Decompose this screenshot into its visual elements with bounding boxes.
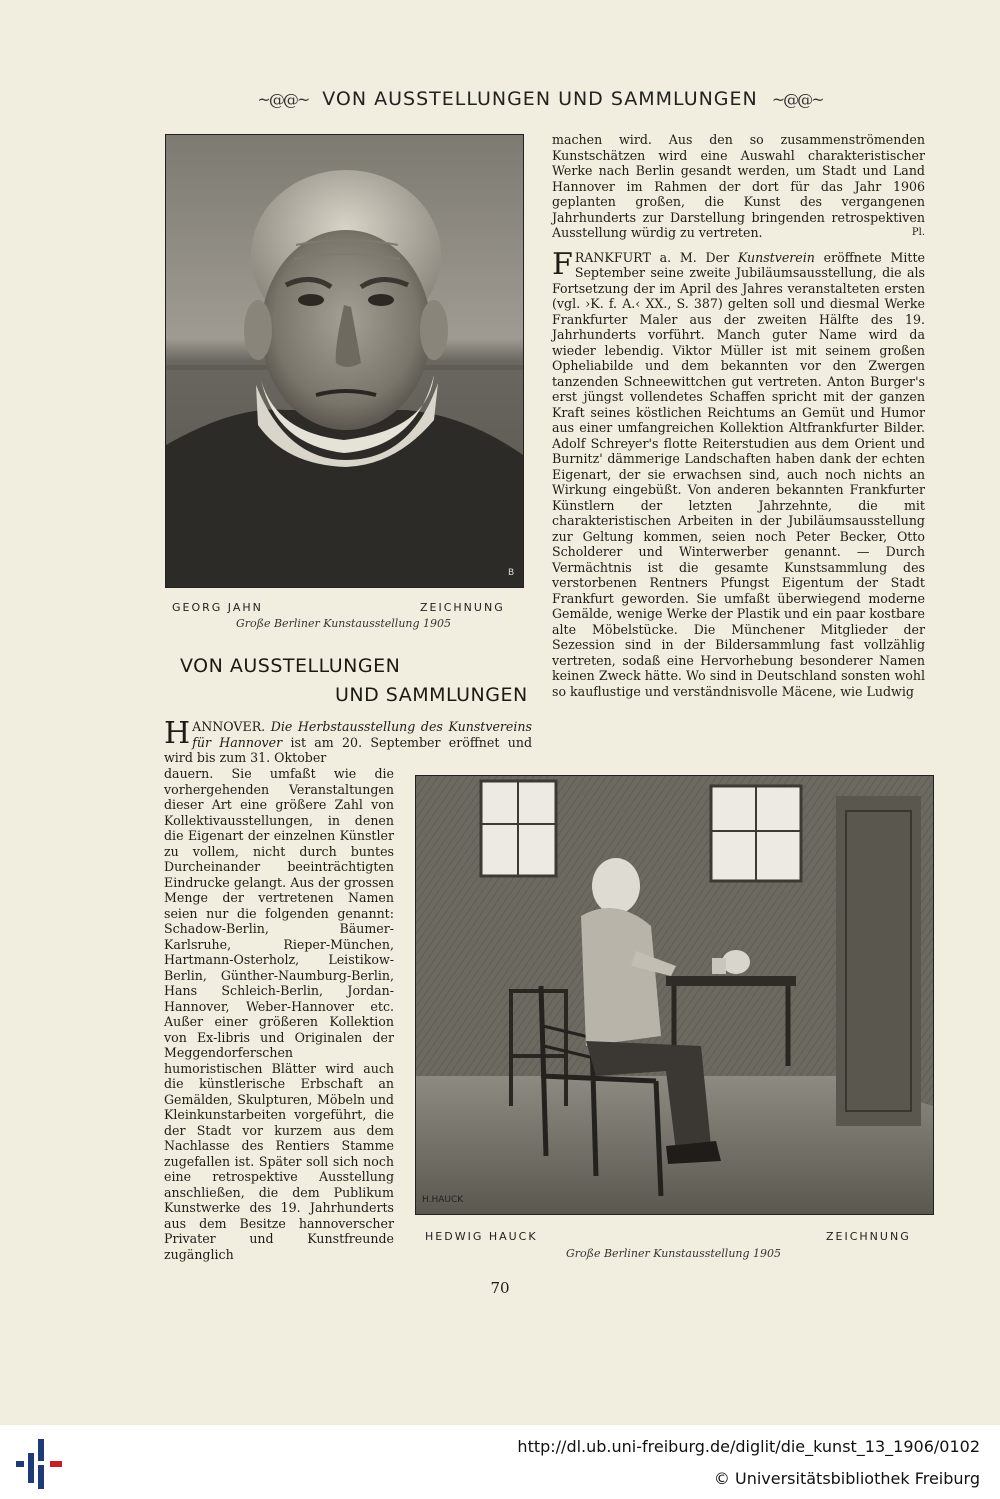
copyright-text: © Universitätsbibliothek Freiburg xyxy=(713,1469,980,1488)
source-url-link[interactable]: http://dl.ub.uni-freiburg.de/diglit/die_kunst_13_1906/0102 xyxy=(517,1437,980,1456)
ornament-left-icon: ~@@~ xyxy=(257,89,309,109)
footer-bar xyxy=(0,1425,1000,1499)
paragraph-text: machen wird. Aus den so zusammenströmenden Kunstschätzen wird eine Auswahl charakteristischer Werke nach Berlin gesandt werden, um Stadt und Land Hannover im Rahmen der dort für das Jahr 1906 geplanten großen, die Kunst des vergangenen Jahrhunderts zur Darstellung bringenden retrospektiven Ausstellung würdig zu vertreten. xyxy=(552,132,925,240)
figure2-exhibition: Große Berliner Kunstausstellung 1905 xyxy=(565,1247,782,1260)
paragraph-hannover-continued xyxy=(552,132,925,241)
left-column-lead xyxy=(164,716,533,766)
page-number: 70 xyxy=(490,1279,510,1297)
drop-cap: F xyxy=(552,246,573,282)
paragraph-text: eröffnete Mitte September seine zweite Jubiläumsausstellung, die als Fortsetzung der im April des Jahres veranstalteten ersten (vgl. ›K. f. A.‹ XX., S. 387) gelten soll und diesmal Werke Frankfurter Maler aus der zweiten Hälfte des 19. Jahrhunderts vorführt. Manch guter Name wird da wieder lebendig. Viktor Müller ist mit seinem großen Opheliabilde und dem bekannten vor den Zwergen tanzenden Schneewittchen gut vertreten. Anton Burger's erst jüngst vollendetes Schaffen spricht mit der ganzen Kraft seines köstlichen Reichtums an Gemüt und Humor aus einer umfangreichen Kollektion Altfrankfurter Bilder. Adolf Schreyer's flotte Reiterstudien aus dem Orient und Burnitz' dämmerige Landschaften haben dank der echten Eigenart, der sie erwachsen sind, auch noch nichts an Wirkung eingebüßt. Von anderen bekannten Frankfurter Künstlern der letzten Jahrzehnte, die mit charakteristischen Arbeiten in der Jubiläumsausstellung zur Geltung kommen, seien noch Peter Becker, Otto Scholderer und Winterwerber genannt. — Durch Vermächtnis ist die gesamte Kunstsammlung des verstorbenen Rentners Pfungst Eigentum der Stadt Frankfurt geworden. Sie umfaßt überwiegend moderne Gemälde, wenige Werke der Plastik und ein paar kostbare alte Möbelstücke. Die Münchener Mitglieder der Sezession sind in der Bildersammlung fast vollzählig vertreten, sodaß eine Hervorhebung besonderer Namen keinen Zweck hätte. Wo sind in Deutschland sonsten wohl so kauflustige und verständnisvolle Mäcene, wie Ludwig xyxy=(552,249,925,699)
svg-text:B: B xyxy=(508,568,515,578)
paragraph-text: dauern. Sie umfaßt wie die vorhergehenden Veranstaltungen dieser Art eine größere Zahl von Kollektivausstellungen, in denen die Eigenart der einzelnen Künstler zu vollem, nicht durch buntes Durcheinander beeinträchtigten Eindrucke gelangt. Aus der grossen Menge der vertretenen Namen seien nur die folgenden genannt: Schadow-Berlin, Bäumer-Karlsruhe, Rieper-München, Hartmann-Osterholz, Leistikow-Berlin, Günther-Naumburg-Berlin, Hans Schleich-Berlin, Jordan-Hannover, Weber-Hannover etc. Außer einer größeren Kollektion von Ex-libris und Originalen der Meggendorferschen humoristischen Blätter wird auch die künstlerische Erbschaft an Gemälden, Skulpturen, Möbeln und Kleinkunstarbeiten vorgeführt, die der Stadt vor kurzem aus dem Nachlasse des Rentiers Stamme zugefallen ist. Später soll sich noch eine retrospektive Ausstellung anschließen, die dem Publikum Kunstwerke des 19. Jahrhunderts aus dem Besitze hannoverscher Privater und Kunstfreunde zugänglich xyxy=(164,766,394,1262)
figure2-signature: H.HAUCK xyxy=(422,1195,464,1205)
running-header xyxy=(230,86,850,112)
section-heading-line1: VON AUSSTELLUNGEN xyxy=(180,655,401,677)
interior-image xyxy=(416,776,933,1214)
library-logo-icon xyxy=(16,1439,68,1489)
figure1-artist: GEORG JAHN xyxy=(172,601,263,614)
author-initials: Pl. xyxy=(911,227,925,238)
paragraph-text: ist am 20. September eröffnet und wird bis zum 31. Oktober xyxy=(164,734,533,765)
drop-cap: H xyxy=(164,716,191,751)
location-lead: RANKFURT a. M. xyxy=(574,249,697,265)
italic-term: Die Herbstausstellung des Kunstvereins für Hannover xyxy=(192,719,532,750)
portrait-drawing xyxy=(165,134,524,588)
header-title: VON AUSSTELLUNGEN UND SAMMLUNGEN xyxy=(322,88,758,110)
figure2-artist: HEDWIG HAUCK xyxy=(425,1230,538,1243)
figure1-exhibition: Große Berliner Kunstausstellung 1905 xyxy=(235,617,452,630)
figure1-technique: ZEICHNUNG xyxy=(420,601,505,614)
left-column-text xyxy=(164,766,394,1262)
portrait-image xyxy=(166,135,523,587)
location-lead: ANNOVER. xyxy=(192,719,266,734)
paragraph-hannover-start xyxy=(164,716,533,766)
section-heading-line2: UND SAMMLUNGEN xyxy=(335,684,528,706)
interior-drawing xyxy=(415,775,934,1215)
italic-term: Kunstverein xyxy=(737,249,815,265)
figure2-technique: ZEICHNUNG xyxy=(826,1230,911,1243)
paragraph-frankfurt xyxy=(552,246,925,700)
paragraph-text: Der xyxy=(696,249,738,265)
ornament-right-icon: ~@@~ xyxy=(771,89,823,109)
right-column-text xyxy=(552,132,925,699)
